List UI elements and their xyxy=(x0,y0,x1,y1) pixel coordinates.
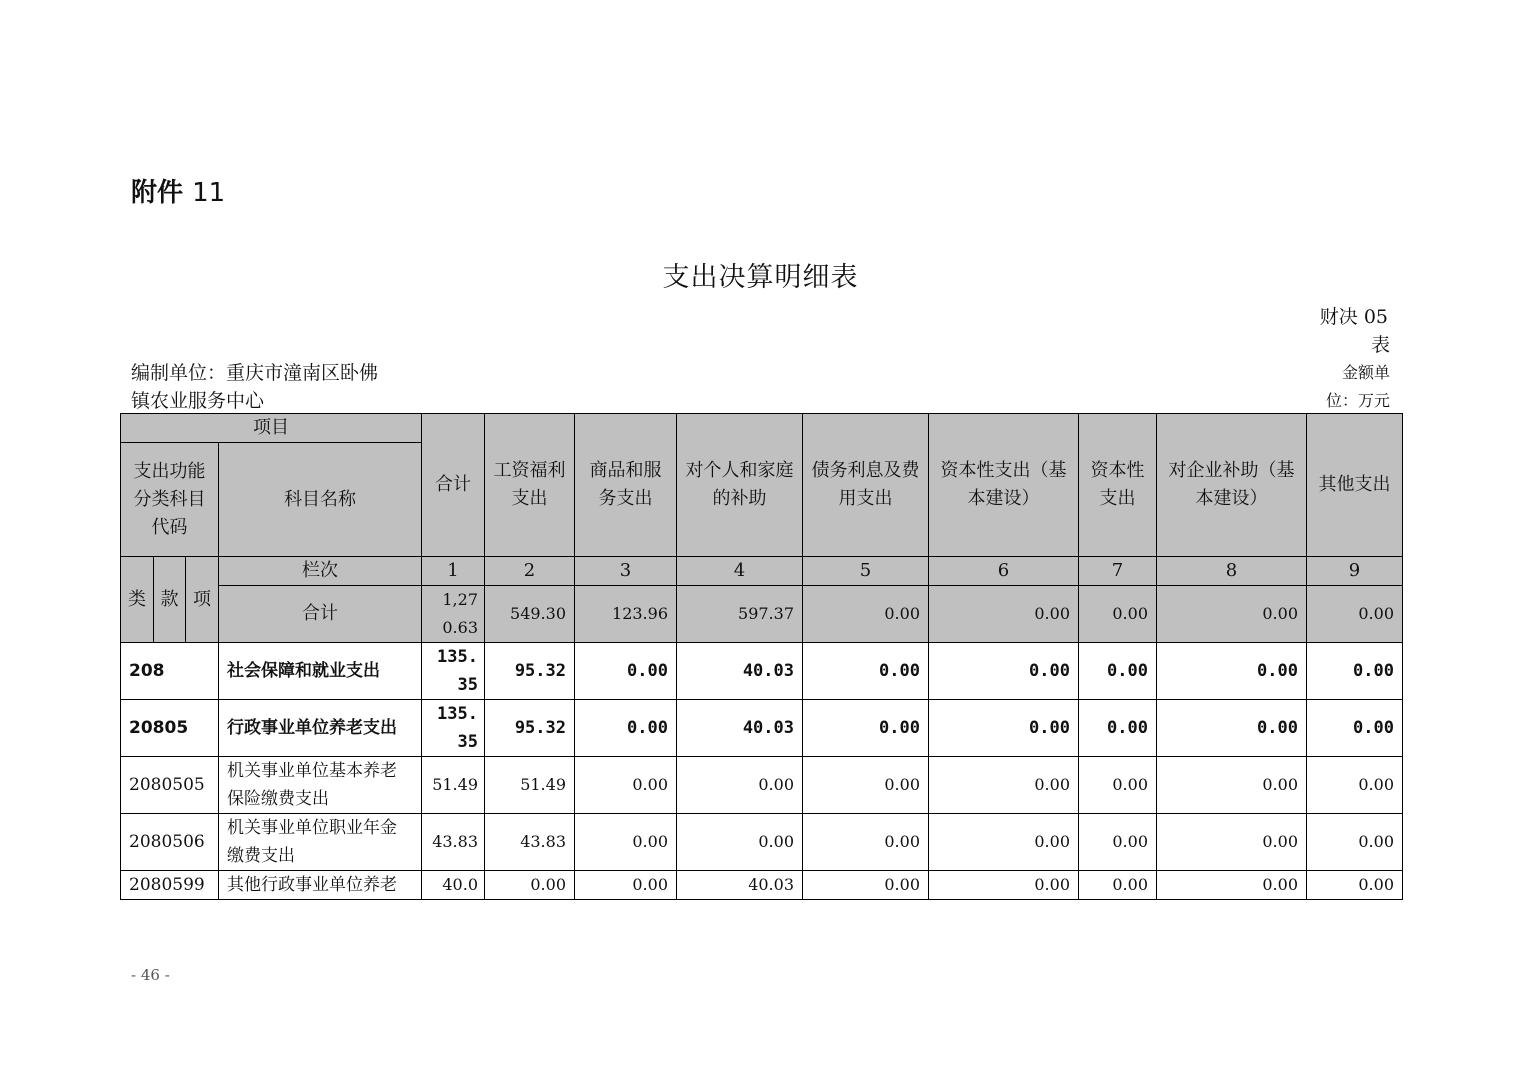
row-code: 2080505 xyxy=(121,757,219,814)
unit-line2: 位：万元 xyxy=(1325,391,1390,410)
row-cell: 0.00 xyxy=(1157,757,1307,814)
row-cell: 0.00 xyxy=(803,700,929,757)
row-code: 2080506 xyxy=(121,814,219,871)
header-col4: 对个人和家庭的补助 xyxy=(677,414,803,557)
col-no-3: 3 xyxy=(575,557,677,586)
row-cell: 43.83 xyxy=(485,814,575,871)
form-code-line2: 表 xyxy=(1370,334,1390,356)
row-name: 机关事业单位职业年金缴费支出 xyxy=(219,814,422,871)
row-name: 社会保障和就业支出 xyxy=(219,643,422,700)
col-no-9: 9 xyxy=(1307,557,1403,586)
sum-cell: 123.96 xyxy=(575,586,677,643)
table-row xyxy=(121,871,1403,900)
row-code: 2080599 xyxy=(121,871,219,900)
table-row xyxy=(121,700,1403,757)
header-col7: 资本性支出 xyxy=(1079,414,1157,557)
sum-cell: 0.00 xyxy=(1157,586,1307,643)
attachment-label xyxy=(131,172,225,209)
table-row xyxy=(121,814,1403,871)
row-cell: 0.00 xyxy=(1157,871,1307,900)
row-cell: 0.00 xyxy=(929,643,1079,700)
row-total: 51.49 xyxy=(422,757,485,814)
header-sum-label: 合计 xyxy=(219,586,422,643)
row-cell: 0.00 xyxy=(929,757,1079,814)
row-cell: 0.00 xyxy=(575,814,677,871)
header-func-code: 支出功能分类科目代码 xyxy=(121,443,219,557)
row-cell: 0.00 xyxy=(575,871,677,900)
form-code-line1: 财决 05 xyxy=(1319,306,1388,328)
header-col9: 其他支出 xyxy=(1307,414,1403,557)
header-col5: 债务利息及费用支出 xyxy=(803,414,929,557)
attachment-text: 附件 xyxy=(131,178,184,208)
row-cell: 0.00 xyxy=(575,643,677,700)
row-cell: 0.00 xyxy=(1307,700,1403,757)
table-row xyxy=(121,643,1403,700)
org-line1: 编制单位：重庆市潼南区卧佛 xyxy=(131,362,379,384)
row-name: 其他行政事业单位养老 xyxy=(219,871,422,900)
row-cell: 0.00 xyxy=(1307,643,1403,700)
expense-table xyxy=(120,413,1403,900)
row-cell: 0.00 xyxy=(677,814,803,871)
row-name: 行政事业单位养老支出 xyxy=(219,700,422,757)
col-no-6: 6 xyxy=(929,557,1079,586)
sum-cell: 0.00 xyxy=(929,586,1079,643)
row-cell: 0.00 xyxy=(1307,871,1403,900)
row-total: 135.35 xyxy=(422,643,485,700)
header-subject-name: 科目名称 xyxy=(219,443,422,557)
row-cell: 0.00 xyxy=(1157,814,1307,871)
row-cell: 0.00 xyxy=(929,814,1079,871)
row-cell: 0.00 xyxy=(1079,871,1157,900)
page-number: - 46 - xyxy=(131,966,170,984)
col-no-5: 5 xyxy=(803,557,929,586)
row-cell: 0.00 xyxy=(1079,643,1157,700)
header-total: 合计 xyxy=(422,414,485,557)
col-no-7: 7 xyxy=(1079,557,1157,586)
col-no-2: 2 xyxy=(485,557,575,586)
row-cell: 0.00 xyxy=(677,757,803,814)
row-total: 40.0 xyxy=(422,871,485,900)
sum-cell: 0.00 xyxy=(1079,586,1157,643)
header-col8: 对企业补助（基本建设） xyxy=(1157,414,1307,557)
row-name: 机关事业单位基本养老保险缴费支出 xyxy=(219,757,422,814)
row-cell: 0.00 xyxy=(1079,757,1157,814)
row-cell: 0.00 xyxy=(1307,814,1403,871)
sum-cell: 0.00 xyxy=(803,586,929,643)
header-class: 类 xyxy=(121,557,154,643)
row-cell: 0.00 xyxy=(1157,700,1307,757)
sum-total: 1,270.63 xyxy=(422,586,485,643)
row-cell: 51.49 xyxy=(485,757,575,814)
row-cell: 0.00 xyxy=(485,871,575,900)
sum-cell: 0.00 xyxy=(1307,586,1403,643)
header-project: 项目 xyxy=(121,414,422,443)
row-code: 20805 xyxy=(121,700,219,757)
row-cell: 0.00 xyxy=(575,757,677,814)
row-cell: 40.03 xyxy=(677,643,803,700)
header-section: 款 xyxy=(154,557,186,643)
page-title: 支出决算明细表 xyxy=(662,262,859,293)
row-cell: 0.00 xyxy=(803,871,929,900)
row-total: 135.35 xyxy=(422,700,485,757)
row-total: 43.83 xyxy=(422,814,485,871)
row-cell: 0.00 xyxy=(1157,643,1307,700)
row-cell: 0.00 xyxy=(1079,814,1157,871)
attachment-number: 11 xyxy=(192,178,226,208)
row-cell: 95.32 xyxy=(485,643,575,700)
header-col6: 资本性支出（基本建设） xyxy=(929,414,1079,557)
row-cell: 0.00 xyxy=(1307,757,1403,814)
row-cell: 95.32 xyxy=(485,700,575,757)
org-line2: 镇农业服务中心 xyxy=(131,390,265,412)
row-cell: 0.00 xyxy=(929,700,1079,757)
sum-cell: 549.30 xyxy=(485,586,575,643)
table-row xyxy=(121,757,1403,814)
row-cell: 40.03 xyxy=(677,871,803,900)
col-no-4: 4 xyxy=(677,557,803,586)
header-col3: 商品和服务支出 xyxy=(575,414,677,557)
row-cell: 0.00 xyxy=(803,757,929,814)
header-col2: 工资福利支出 xyxy=(485,414,575,557)
row-cell: 0.00 xyxy=(803,814,929,871)
row-cell: 40.03 xyxy=(677,700,803,757)
unit-line1: 金额单 xyxy=(1341,363,1390,382)
header-column-no: 栏次 xyxy=(219,557,422,586)
row-cell: 0.00 xyxy=(575,700,677,757)
row-cell: 0.00 xyxy=(1079,700,1157,757)
col-no-1: 1 xyxy=(422,557,485,586)
col-no-8: 8 xyxy=(1157,557,1307,586)
row-code: 208 xyxy=(121,643,219,700)
sum-cell: 597.37 xyxy=(677,586,803,643)
row-cell: 0.00 xyxy=(803,643,929,700)
row-cell: 0.00 xyxy=(929,871,1079,900)
header-item: 项 xyxy=(186,557,219,643)
